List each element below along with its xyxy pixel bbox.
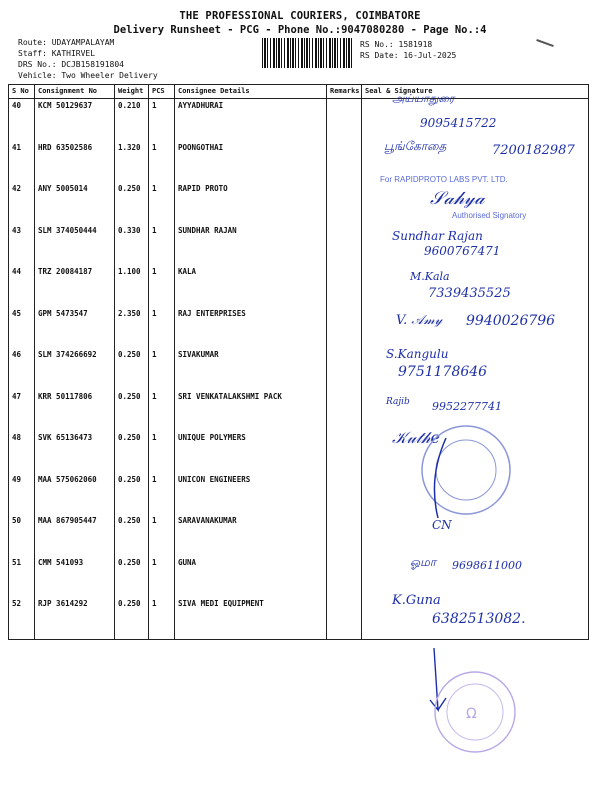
handwritten-name: Sundhar Rajan (392, 229, 483, 243)
runsheet-title: Delivery Runsheet - PCG - Phone No.:9047080280 - Page No.:4 (113, 24, 487, 36)
cell-pcs: 1 (149, 473, 175, 515)
cell-remarks (327, 390, 362, 432)
cell-weight: 0.250 (115, 348, 149, 390)
cell-signature (362, 556, 589, 598)
cell-signature (362, 307, 589, 349)
cell-weight: 0.250 (115, 514, 149, 556)
handwritten-phone: 9698611000 (452, 559, 522, 572)
cell-pcs: 1 (149, 348, 175, 390)
cell-weight: 0.250 (115, 556, 149, 598)
cell-signature (362, 99, 589, 141)
cell-consignee: SIVA MEDI EQUIPMENT (175, 597, 327, 639)
cell-weight: 0.250 (115, 182, 149, 224)
cell-signature (362, 182, 589, 224)
cell-remarks (327, 224, 362, 266)
cell-remarks (327, 514, 362, 556)
cell-weight: 1.100 (115, 265, 149, 307)
col-sno: S No (9, 85, 35, 99)
cell-consignee: UNIQUE POLYMERS (175, 431, 327, 473)
company-stamp-text: For RAPIDPROTO LABS PVT. LTD. (380, 175, 508, 184)
cell-remarks (327, 431, 362, 473)
cell-sno: 48 (9, 431, 35, 473)
cell-signature (362, 390, 589, 432)
cell-pcs: 1 (149, 224, 175, 266)
cell-consignee: SUNDHAR RAJAN (175, 224, 327, 266)
cell-consignee: UNICON ENGINEERS (175, 473, 327, 515)
table-row (9, 141, 589, 183)
cell-pcs: 1 (149, 556, 175, 598)
seal-stamp-icon (420, 640, 530, 760)
cell-consignment: MAA 867905447 (35, 514, 115, 556)
cell-sno: 41 (9, 141, 35, 183)
route-label: Route: UDAYAMPALAYAM (18, 38, 115, 47)
staff-label: Staff: KATHIRVEL (18, 49, 96, 58)
cell-pcs: 1 (149, 307, 175, 349)
cell-pcs: 1 (149, 182, 175, 224)
cell-remarks (327, 307, 362, 349)
col-remarks: Remarks (327, 85, 362, 99)
cell-signature (362, 141, 589, 183)
cell-consignee: KALA (175, 265, 327, 307)
cell-remarks (327, 265, 362, 307)
cell-consignment: GPM 5473547 (35, 307, 115, 349)
table-row (9, 390, 589, 432)
table-row (9, 182, 589, 224)
signature-squiggle: Rajib (386, 397, 410, 407)
col-pcs: PCS (149, 85, 175, 99)
table-row (9, 265, 589, 307)
cell-remarks (327, 141, 362, 183)
table-row (9, 99, 589, 141)
cell-signature (362, 348, 589, 390)
cell-consignment: KRR 50117806 (35, 390, 115, 432)
cell-weight: 0.210 (115, 99, 149, 141)
cell-pcs: 1 (149, 597, 175, 639)
col-consignee: Consignee Details (175, 85, 327, 99)
pen-mark (536, 39, 554, 47)
cell-sno: 45 (9, 307, 35, 349)
handwritten-name: K.Guna (392, 593, 441, 608)
handwritten-name: M.Kala (410, 270, 450, 283)
handwritten-phone: 9751178646 (398, 364, 488, 380)
table-row (9, 556, 589, 598)
cell-signature (362, 597, 589, 639)
cell-signature (362, 265, 589, 307)
cell-remarks (327, 348, 362, 390)
signature-squiggle: 𝒦𝓊𝓉𝒽𝑒 (392, 428, 440, 447)
handwritten-phone: 9940026796 (466, 313, 556, 329)
cell-consignee: AYYADHURAI (175, 99, 327, 141)
rs-number: RS No.: 1581918 (360, 40, 433, 49)
cell-signature (362, 431, 589, 473)
handwritten-phone: 7200182987 (492, 143, 575, 158)
table-header-row (9, 85, 589, 99)
cell-signature (362, 224, 589, 266)
handwritten-phone: 9600767471 (424, 244, 501, 258)
cell-sno: 52 (9, 597, 35, 639)
cell-weight: 2.350 (115, 307, 149, 349)
signature-squiggle: பூங்கோதை (384, 139, 447, 153)
table-row (9, 597, 589, 639)
cell-sno: 46 (9, 348, 35, 390)
handwritten-phone: 9952277741 (432, 400, 502, 413)
cell-weight: 0.250 (115, 473, 149, 515)
cell-consignment: HRD 63502586 (35, 141, 115, 183)
cell-consignment: SLM 374266692 (35, 348, 115, 390)
cell-consignment: SVK 65136473 (35, 431, 115, 473)
cell-signature (362, 473, 589, 515)
cell-weight: 0.330 (115, 224, 149, 266)
cell-sno: 42 (9, 182, 35, 224)
signature-squiggle: ஓமா (410, 555, 436, 569)
cell-consignment: RJP 3614292 (35, 597, 115, 639)
cell-sno: 40 (9, 99, 35, 141)
table-row (9, 348, 589, 390)
cell-consignment: CMM 541093 (35, 556, 115, 598)
col-weight: Weight (115, 85, 149, 99)
cell-consignee: GUNA (175, 556, 327, 598)
vehicle-label: Vehicle: Two Wheeler Delivery (18, 71, 158, 80)
cell-signature (362, 514, 589, 556)
cell-weight: 0.250 (115, 597, 149, 639)
cell-weight: 0.250 (115, 390, 149, 432)
cell-sno: 44 (9, 265, 35, 307)
drs-number: DRS No.: DCJB158191804 (18, 60, 124, 69)
delivery-table (8, 84, 589, 640)
cell-remarks (327, 99, 362, 141)
table-row (9, 224, 589, 266)
cell-pcs: 1 (149, 390, 175, 432)
cell-remarks (327, 473, 362, 515)
cell-consignment: ANY 5005014 (35, 182, 115, 224)
cell-consignment: TRZ 20084187 (35, 265, 115, 307)
table-row (9, 307, 589, 349)
cell-weight: 1.320 (115, 141, 149, 183)
cell-consignment: SLM 374050444 (35, 224, 115, 266)
cell-consignee: RAJ ENTERPRISES (175, 307, 327, 349)
cell-consignee: SIVAKUMAR (175, 348, 327, 390)
signature-squiggle: V. 𝒜𝓂𝓎 (396, 313, 443, 328)
company-name: THE PROFESSIONAL COURIERS, COIMBATORE (179, 10, 421, 22)
col-consignment: Consignment No (35, 85, 115, 99)
cell-remarks (327, 556, 362, 598)
cell-remarks (327, 182, 362, 224)
stamp-signatory: Authorised Signatory (452, 211, 527, 220)
col-signature: Seal & Signature (362, 85, 589, 99)
cell-sno: 50 (9, 514, 35, 556)
signature-squiggle: அய்யாதுரை (392, 92, 455, 105)
handwritten-phone: 6382513082. (432, 611, 526, 627)
handwritten-name: S.Kangulu (386, 347, 449, 361)
barcode (262, 38, 352, 68)
cell-consignee: SARAVANAKUMAR (175, 514, 327, 556)
cell-consignee: RAPID PROTO (175, 182, 327, 224)
cell-sno: 51 (9, 556, 35, 598)
cell-consignee: SRI VENKATALAKSHMI PACK (175, 390, 327, 432)
cell-consignment: MAA 575062060 (35, 473, 115, 515)
signature-squiggle: 𝒮𝒶𝒽𝓎𝒶 (430, 188, 485, 209)
handwritten-note: CN (432, 518, 452, 532)
cell-pcs: 1 (149, 514, 175, 556)
cell-consignee: POONGOTHAI (175, 141, 327, 183)
cell-consignment: KCM 50129637 (35, 99, 115, 141)
table-row (9, 431, 589, 473)
cell-pcs: 1 (149, 141, 175, 183)
table-row (9, 473, 589, 515)
cell-weight: 0.250 (115, 431, 149, 473)
rs-date: RS Date: 16-Jul-2025 (360, 51, 457, 60)
cell-pcs: 1 (149, 99, 175, 141)
handwritten-phone: 7339435525 (428, 286, 511, 301)
handwritten-phone: 9095415722 (420, 116, 497, 130)
cell-sno: 49 (9, 473, 35, 515)
svg-text:Ω: Ω (466, 706, 477, 722)
cell-remarks (327, 597, 362, 639)
cell-pcs: 1 (149, 265, 175, 307)
table-row (9, 514, 589, 556)
cell-sno: 47 (9, 390, 35, 432)
cell-pcs: 1 (149, 431, 175, 473)
cell-sno: 43 (9, 224, 35, 266)
